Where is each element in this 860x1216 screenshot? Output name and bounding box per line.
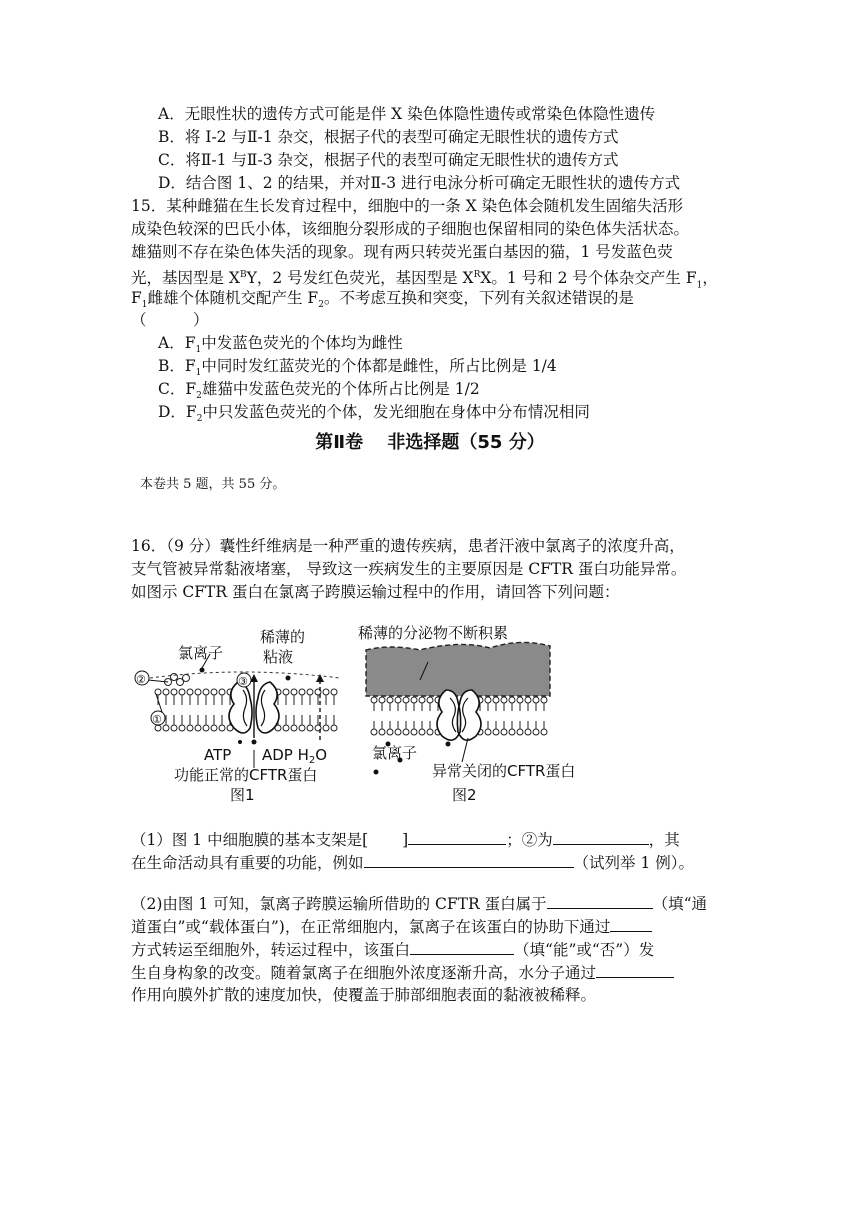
q14-option-d: D．结合图 1、2 的结果，并对Ⅱ-3 进行电泳分析可确定无眼性状的遗传方式 bbox=[158, 174, 681, 192]
chloride-ion-dot bbox=[286, 676, 291, 681]
q14-option-c: C．将Ⅱ-1 与Ⅱ-3 杂交，根据子代的表型可确定无眼性状的遗传方式 bbox=[158, 151, 619, 169]
label-chloride-2: 氯离子 bbox=[372, 744, 418, 762]
answer-blank-7[interactable] bbox=[596, 961, 674, 978]
q16-sub2-line3 bbox=[131, 938, 654, 961]
text: 中同时发红蓝荧光的个体都是雌性，所占比例是 1/4 bbox=[201, 357, 557, 375]
text: （填“通 bbox=[652, 895, 708, 913]
figure2-caption: 图2 bbox=[452, 786, 477, 804]
text: F bbox=[131, 289, 142, 307]
q16-stem-line2: 支气管被异常黏液堵塞， 导致这一疾病发生的主要原因是 CFTR 蛋白功能异常。 bbox=[131, 560, 687, 578]
text: ，其 bbox=[648, 831, 680, 849]
q15-stem-line3: 雄猫则不存在染色体失活的现象。现有两只转荧光蛋白基因的猫，1 号发蓝色荧 bbox=[131, 243, 673, 261]
subscript: 1 bbox=[141, 300, 148, 311]
text: ， bbox=[702, 269, 718, 288]
text: Y，2 号发红色荧光，基因型是 X bbox=[246, 269, 474, 288]
label-thin-mucus-2: 粘液 bbox=[263, 648, 294, 666]
label-atp: ATP bbox=[204, 746, 232, 764]
q16-sub2-line1 bbox=[131, 892, 707, 915]
label-marker-2: ② bbox=[136, 673, 146, 686]
answer-blank-6[interactable] bbox=[410, 938, 514, 955]
label-closed-cftr: 异常关闭的CFTR蛋白 bbox=[432, 762, 576, 780]
superscript: B bbox=[239, 270, 247, 280]
q15-stem-line1: 15．某种雌猫在生长发育过程中，细胞中的一条 X 染色体会随机发生固缩失活形 bbox=[131, 197, 684, 215]
text: （填“能”或“否”）发 bbox=[514, 941, 655, 959]
text: （1）图 1 中细胞膜的基本支架是[ bbox=[131, 831, 369, 849]
q16-stem-line1: 16．（9 分）囊性纤维病是一种严重的遗传疾病，患者汗液中氯离子的浓度升高， bbox=[131, 537, 685, 555]
upper-heads bbox=[371, 697, 547, 703]
chloride-ion-dot bbox=[238, 740, 242, 744]
q16-sub1-line2 bbox=[131, 851, 694, 874]
label-chloride: 氯离子 bbox=[178, 644, 224, 662]
q15-option-d bbox=[158, 401, 590, 430]
section-title: 第Ⅱ卷 非选择题（55 分） bbox=[315, 432, 545, 453]
text: 中发蓝色荧光的个体均为雌性 bbox=[201, 334, 403, 352]
text: ；②为 bbox=[506, 831, 553, 849]
chloride-ion-dot bbox=[446, 742, 451, 747]
answer-blank-1[interactable] bbox=[408, 828, 506, 845]
text: B．F bbox=[158, 357, 196, 375]
label-marker-1: ① bbox=[152, 713, 162, 726]
cftr-figure bbox=[130, 620, 620, 805]
text: ] bbox=[402, 831, 409, 849]
q14-option-b: B．将 I-2 与Ⅱ-1 杂交，根据子代的表型可确定无眼性状的遗传方式 bbox=[158, 128, 619, 146]
subscript: 2 bbox=[308, 755, 316, 766]
text: （试列举 1 例）。 bbox=[573, 854, 694, 872]
chloride-ion-dot bbox=[374, 770, 379, 775]
q16-sub1-line1 bbox=[131, 828, 680, 851]
chloride-ion-dot bbox=[200, 668, 205, 673]
label-accumulated-secretion: 稀薄的分泌物不断积累 bbox=[358, 624, 509, 642]
text: ADP H bbox=[262, 746, 309, 764]
text: A．F bbox=[158, 334, 196, 352]
section-note: 本卷共 5 题，共 55 分。 bbox=[140, 477, 286, 492]
label-marker-3: ③ bbox=[238, 675, 248, 688]
text: 中只发蓝色荧光的个体，发光细胞在身体中分布情况相同 bbox=[202, 403, 590, 421]
subscript: 1 bbox=[696, 280, 703, 291]
q16-sub2-line5: 作用向膜外扩散的速度加快，使覆盖于肺部细胞表面的黏液被稀释。 bbox=[131, 986, 597, 1004]
subscript: 2 bbox=[318, 300, 324, 311]
q15-answer-paren: （ ） bbox=[131, 311, 209, 329]
q16-sub2-line2 bbox=[131, 915, 652, 938]
label-thin-mucus-1: 稀薄的 bbox=[260, 628, 306, 646]
glycoprotein bbox=[165, 674, 190, 686]
answer-blank-3[interactable] bbox=[364, 851, 574, 868]
q15-stem-line2: 成染色较深的巴氏小体，该细胞分裂形成的子细胞也保留相同的染色体失活状态。 bbox=[131, 220, 690, 238]
text: 方式转运至细胞外，转运过程中，该蛋白 bbox=[131, 941, 411, 959]
label-normal-cftr: 功能正常的CFTR蛋白 bbox=[174, 766, 318, 784]
text: 雄猫中发蓝色荧光的个体所占比例是 1/2 bbox=[201, 380, 480, 398]
text: （2)由图 1 可知，氯离子跨膜运输所借助的 CFTR 蛋白属于 bbox=[131, 895, 547, 913]
accumulated-secretion bbox=[366, 642, 550, 696]
q14-option-a: A．无眼性状的遗传方式可能是伴 X 染色体隐性遗传或常染色体隐性遗传 bbox=[158, 105, 656, 123]
chloride-ion-dot bbox=[252, 740, 257, 745]
text: 在生命活动具有重要的功能，例如 bbox=[131, 854, 364, 872]
answer-blank-5[interactable] bbox=[610, 915, 652, 932]
text: 雌雄个体随机交配产生 F bbox=[147, 289, 319, 307]
arrow-head bbox=[316, 674, 324, 682]
text: O bbox=[315, 746, 328, 764]
text: D．F bbox=[158, 403, 197, 421]
subscript: 2 bbox=[196, 414, 203, 425]
subscript: 1 bbox=[195, 368, 202, 379]
text: 道蛋白”或“载体蛋白”)，在正常细胞内，氯离子在该蛋白的协助下通过 bbox=[131, 918, 611, 936]
q16-sub2-line4 bbox=[131, 961, 674, 984]
subscript: 2 bbox=[196, 391, 202, 402]
label-adp bbox=[262, 746, 327, 766]
cftr-protein-closed bbox=[437, 690, 481, 740]
subscript: 1 bbox=[195, 345, 202, 356]
text: 。不考虑互换和突变，下列有关叙述错误的是 bbox=[323, 289, 634, 307]
answer-blank-4[interactable] bbox=[547, 892, 653, 909]
figure2 bbox=[358, 624, 575, 804]
figure1-caption: 图1 bbox=[230, 786, 255, 804]
figure1 bbox=[135, 628, 340, 804]
q16-stem-line3: 如图示 CFTR 蛋白在氯离子跨膜运输过程中的作用，请回答下列问题： bbox=[131, 583, 620, 601]
text: X。1 号和 2 号个体杂交产生 F bbox=[480, 269, 697, 288]
text: 光，基因型是 X bbox=[131, 269, 240, 288]
text: 生自身构象的改变。随着氯离子在细胞外浓度逐渐升高，水分子通过 bbox=[131, 964, 597, 982]
answer-blank-2[interactable] bbox=[553, 828, 649, 845]
pointer-line bbox=[462, 738, 468, 762]
text: C．F bbox=[158, 380, 197, 398]
superscript: R bbox=[473, 270, 481, 280]
